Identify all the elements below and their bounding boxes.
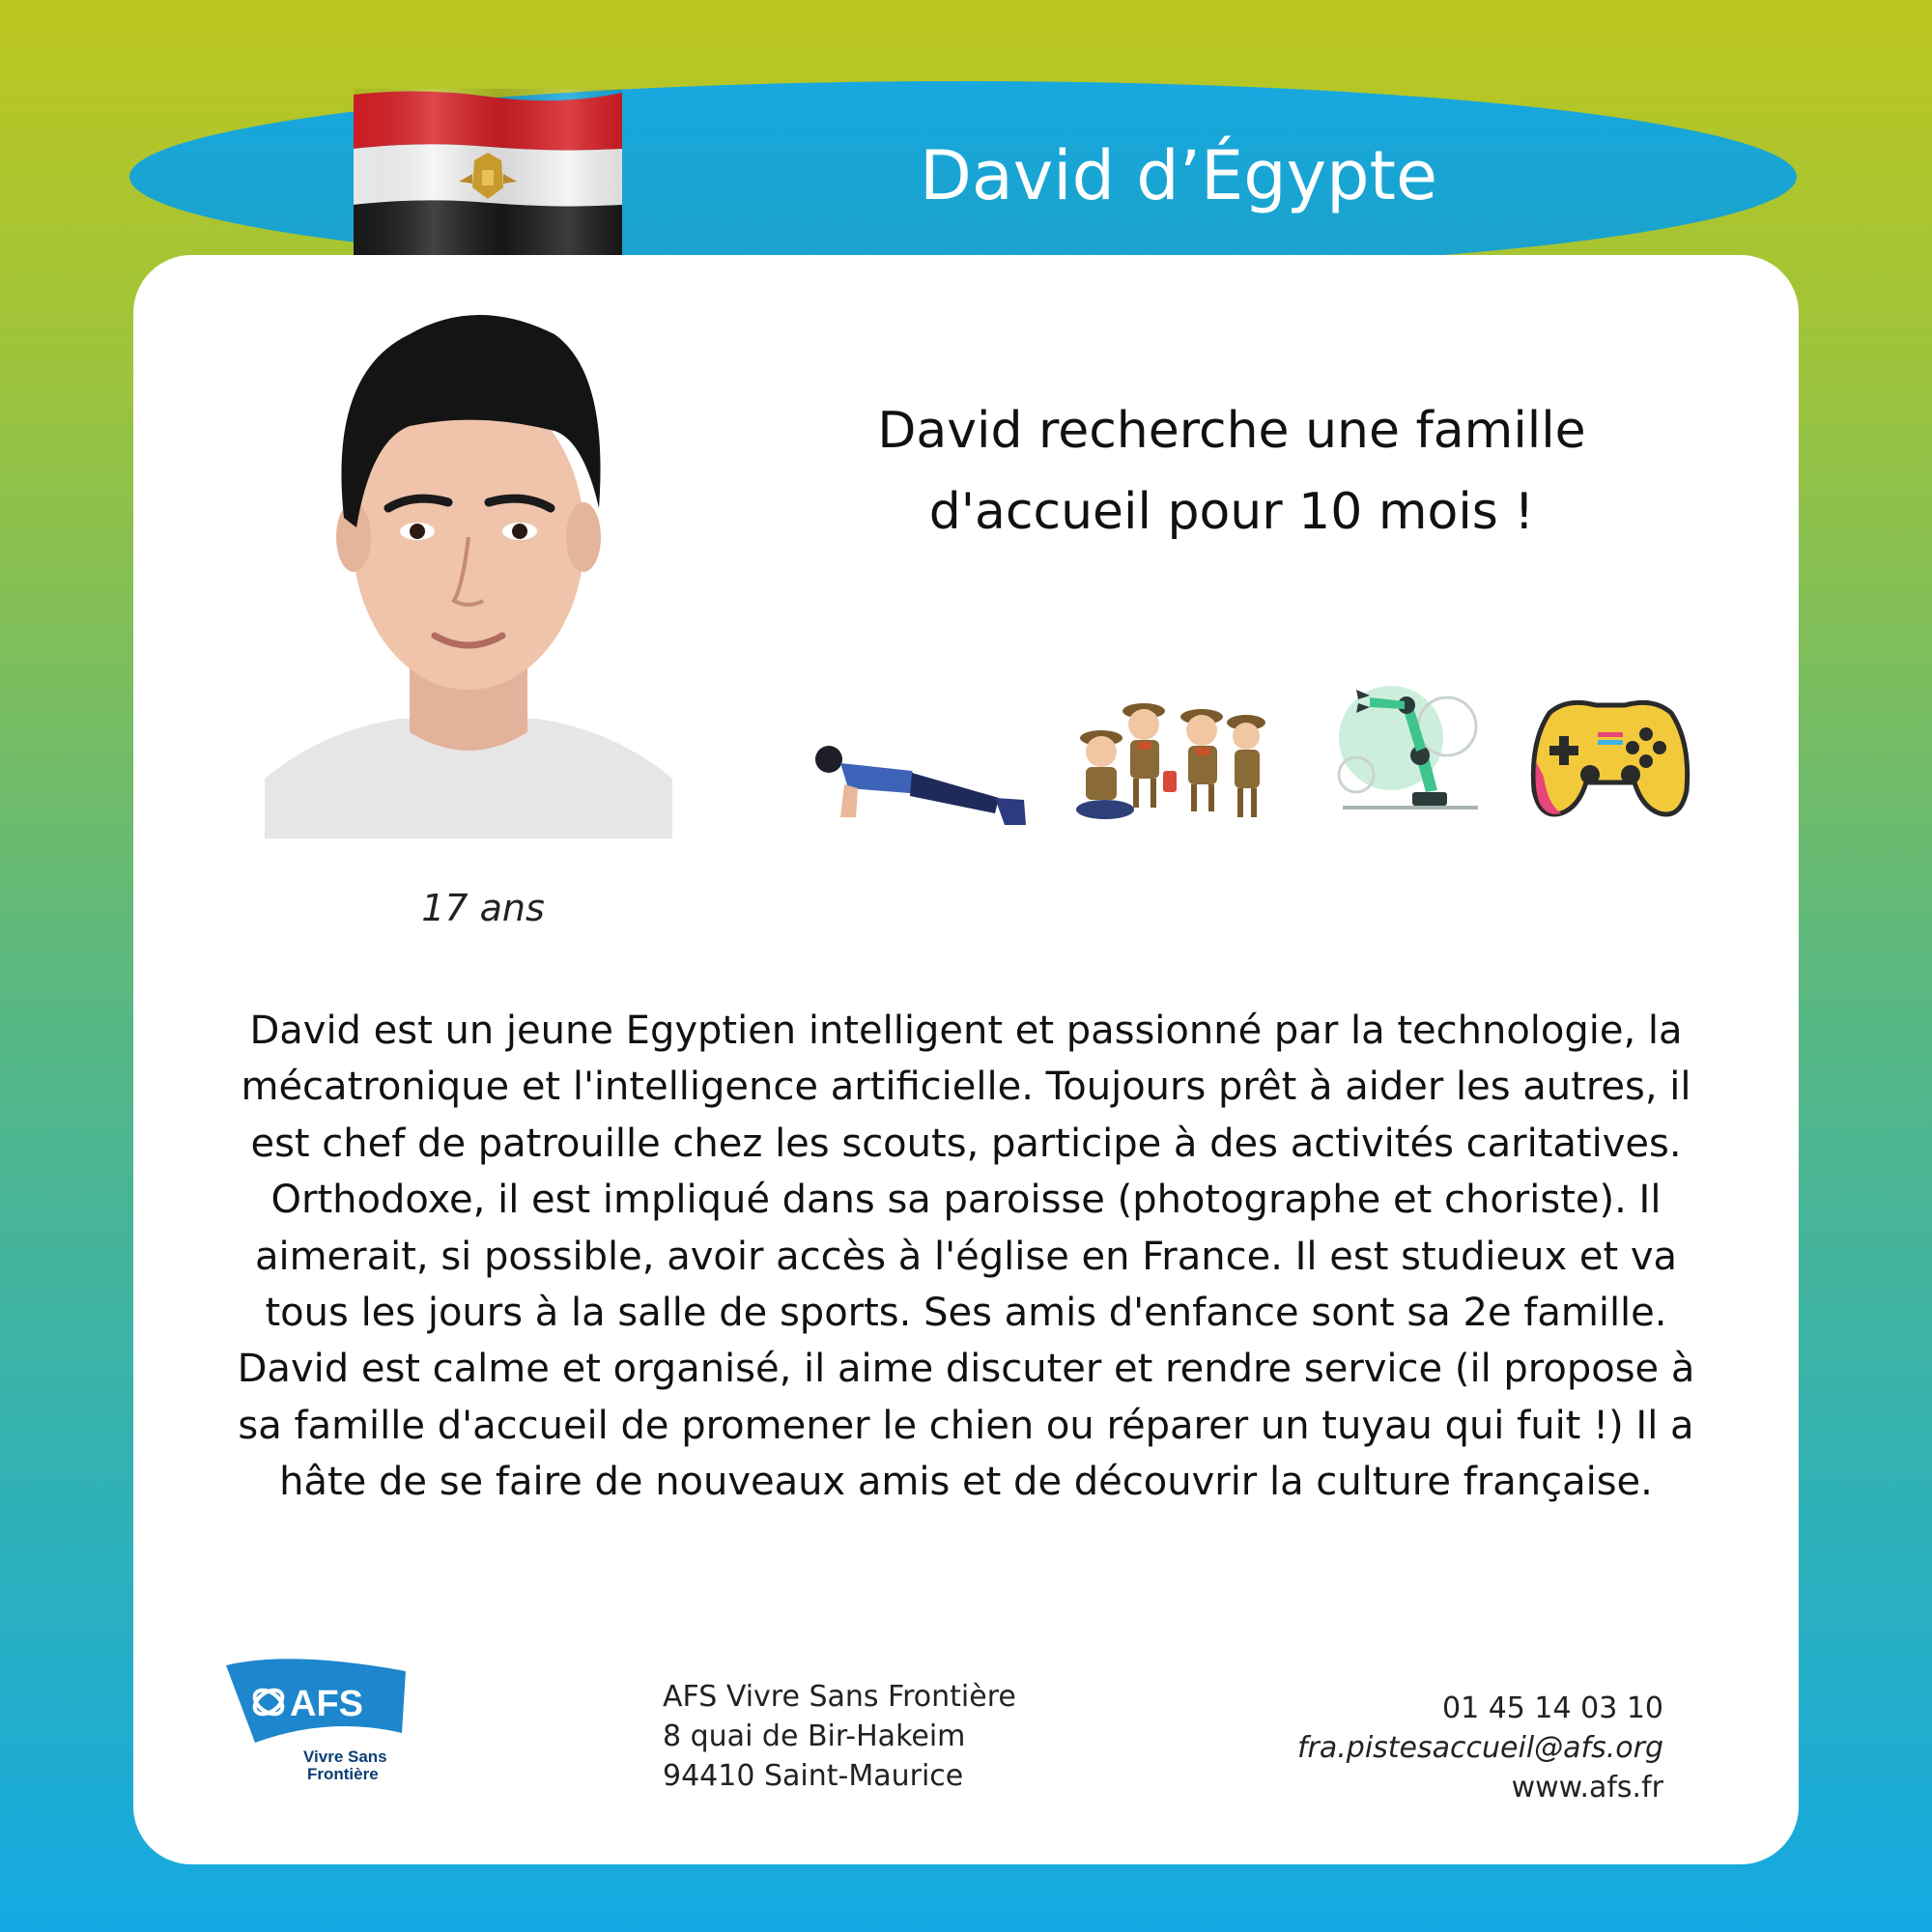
logo-line-2: Frontière: [307, 1765, 379, 1779]
student-portrait: [265, 296, 672, 838]
logo-mark: AFS: [290, 1684, 363, 1724]
headline-line-1: David recherche une famille: [877, 402, 1586, 460]
address-block: [663, 1677, 1165, 1796]
phone-number: 01 45 14 03 10: [1441, 1691, 1663, 1725]
afs-logo: [213, 1654, 417, 1779]
website-link[interactable]: www.afs.fr: [1511, 1771, 1663, 1804]
description-line: David est calme et organisé, il aime discuter et rendre service (il propose à: [237, 1347, 1695, 1392]
description-line: sa famille d'accueil de promener le chien ou réparer un tuyau qui fuit !) Il a: [238, 1403, 1694, 1448]
scouts-icon: [1066, 684, 1277, 827]
description-line: hâte de se faire de nouveaux amis et de découvrir la culture française.: [279, 1460, 1653, 1505]
description-line: aimerait, si possible, avoir accès à l'église en France. Il est studieux et va: [254, 1234, 1678, 1279]
description-line: Orthodoxe, il est impliqué dans sa paroisse (photographe et choriste). Il: [270, 1178, 1662, 1223]
gamepad-icon: [1528, 684, 1692, 827]
description: [193, 1003, 1739, 1511]
email-link[interactable]: fra.pistesaccueil@afs.org: [1296, 1731, 1663, 1765]
contact-block: [1217, 1689, 1663, 1807]
page-title: David d’Égypte: [919, 136, 1438, 215]
description-line: David est un jeune Egyptien intelligent et passionné par la technologie, la: [249, 1009, 1683, 1053]
egypt-flag-icon: [354, 89, 622, 263]
headline-line-2: d'accueil pour 10 mois !: [928, 483, 1535, 541]
address-line-2: 8 quai de Bir-Hakeim: [663, 1719, 966, 1753]
pushup-icon: [806, 724, 1032, 831]
age-label: 17 ans: [421, 887, 545, 929]
logo-line-1: Vivre Sans: [303, 1747, 387, 1766]
description-line: tous les jours à la salle de sports. Ses amis d'enfance sont sa 2e famille.: [265, 1291, 1667, 1336]
headline: [773, 390, 1690, 553]
description-line: est chef de patrouille chez les scouts, participe à des activités caritatives.: [250, 1121, 1682, 1166]
robotic-arm-icon: [1323, 678, 1488, 817]
address-line-3: 94410 Saint-Maurice: [663, 1759, 964, 1793]
description-line: mécatronique et l'intelligence artificielle. Toujours prêt à aider les autres, il: [241, 1065, 1691, 1110]
address-line-1: AFS Vivre Sans Frontière: [663, 1680, 1016, 1714]
